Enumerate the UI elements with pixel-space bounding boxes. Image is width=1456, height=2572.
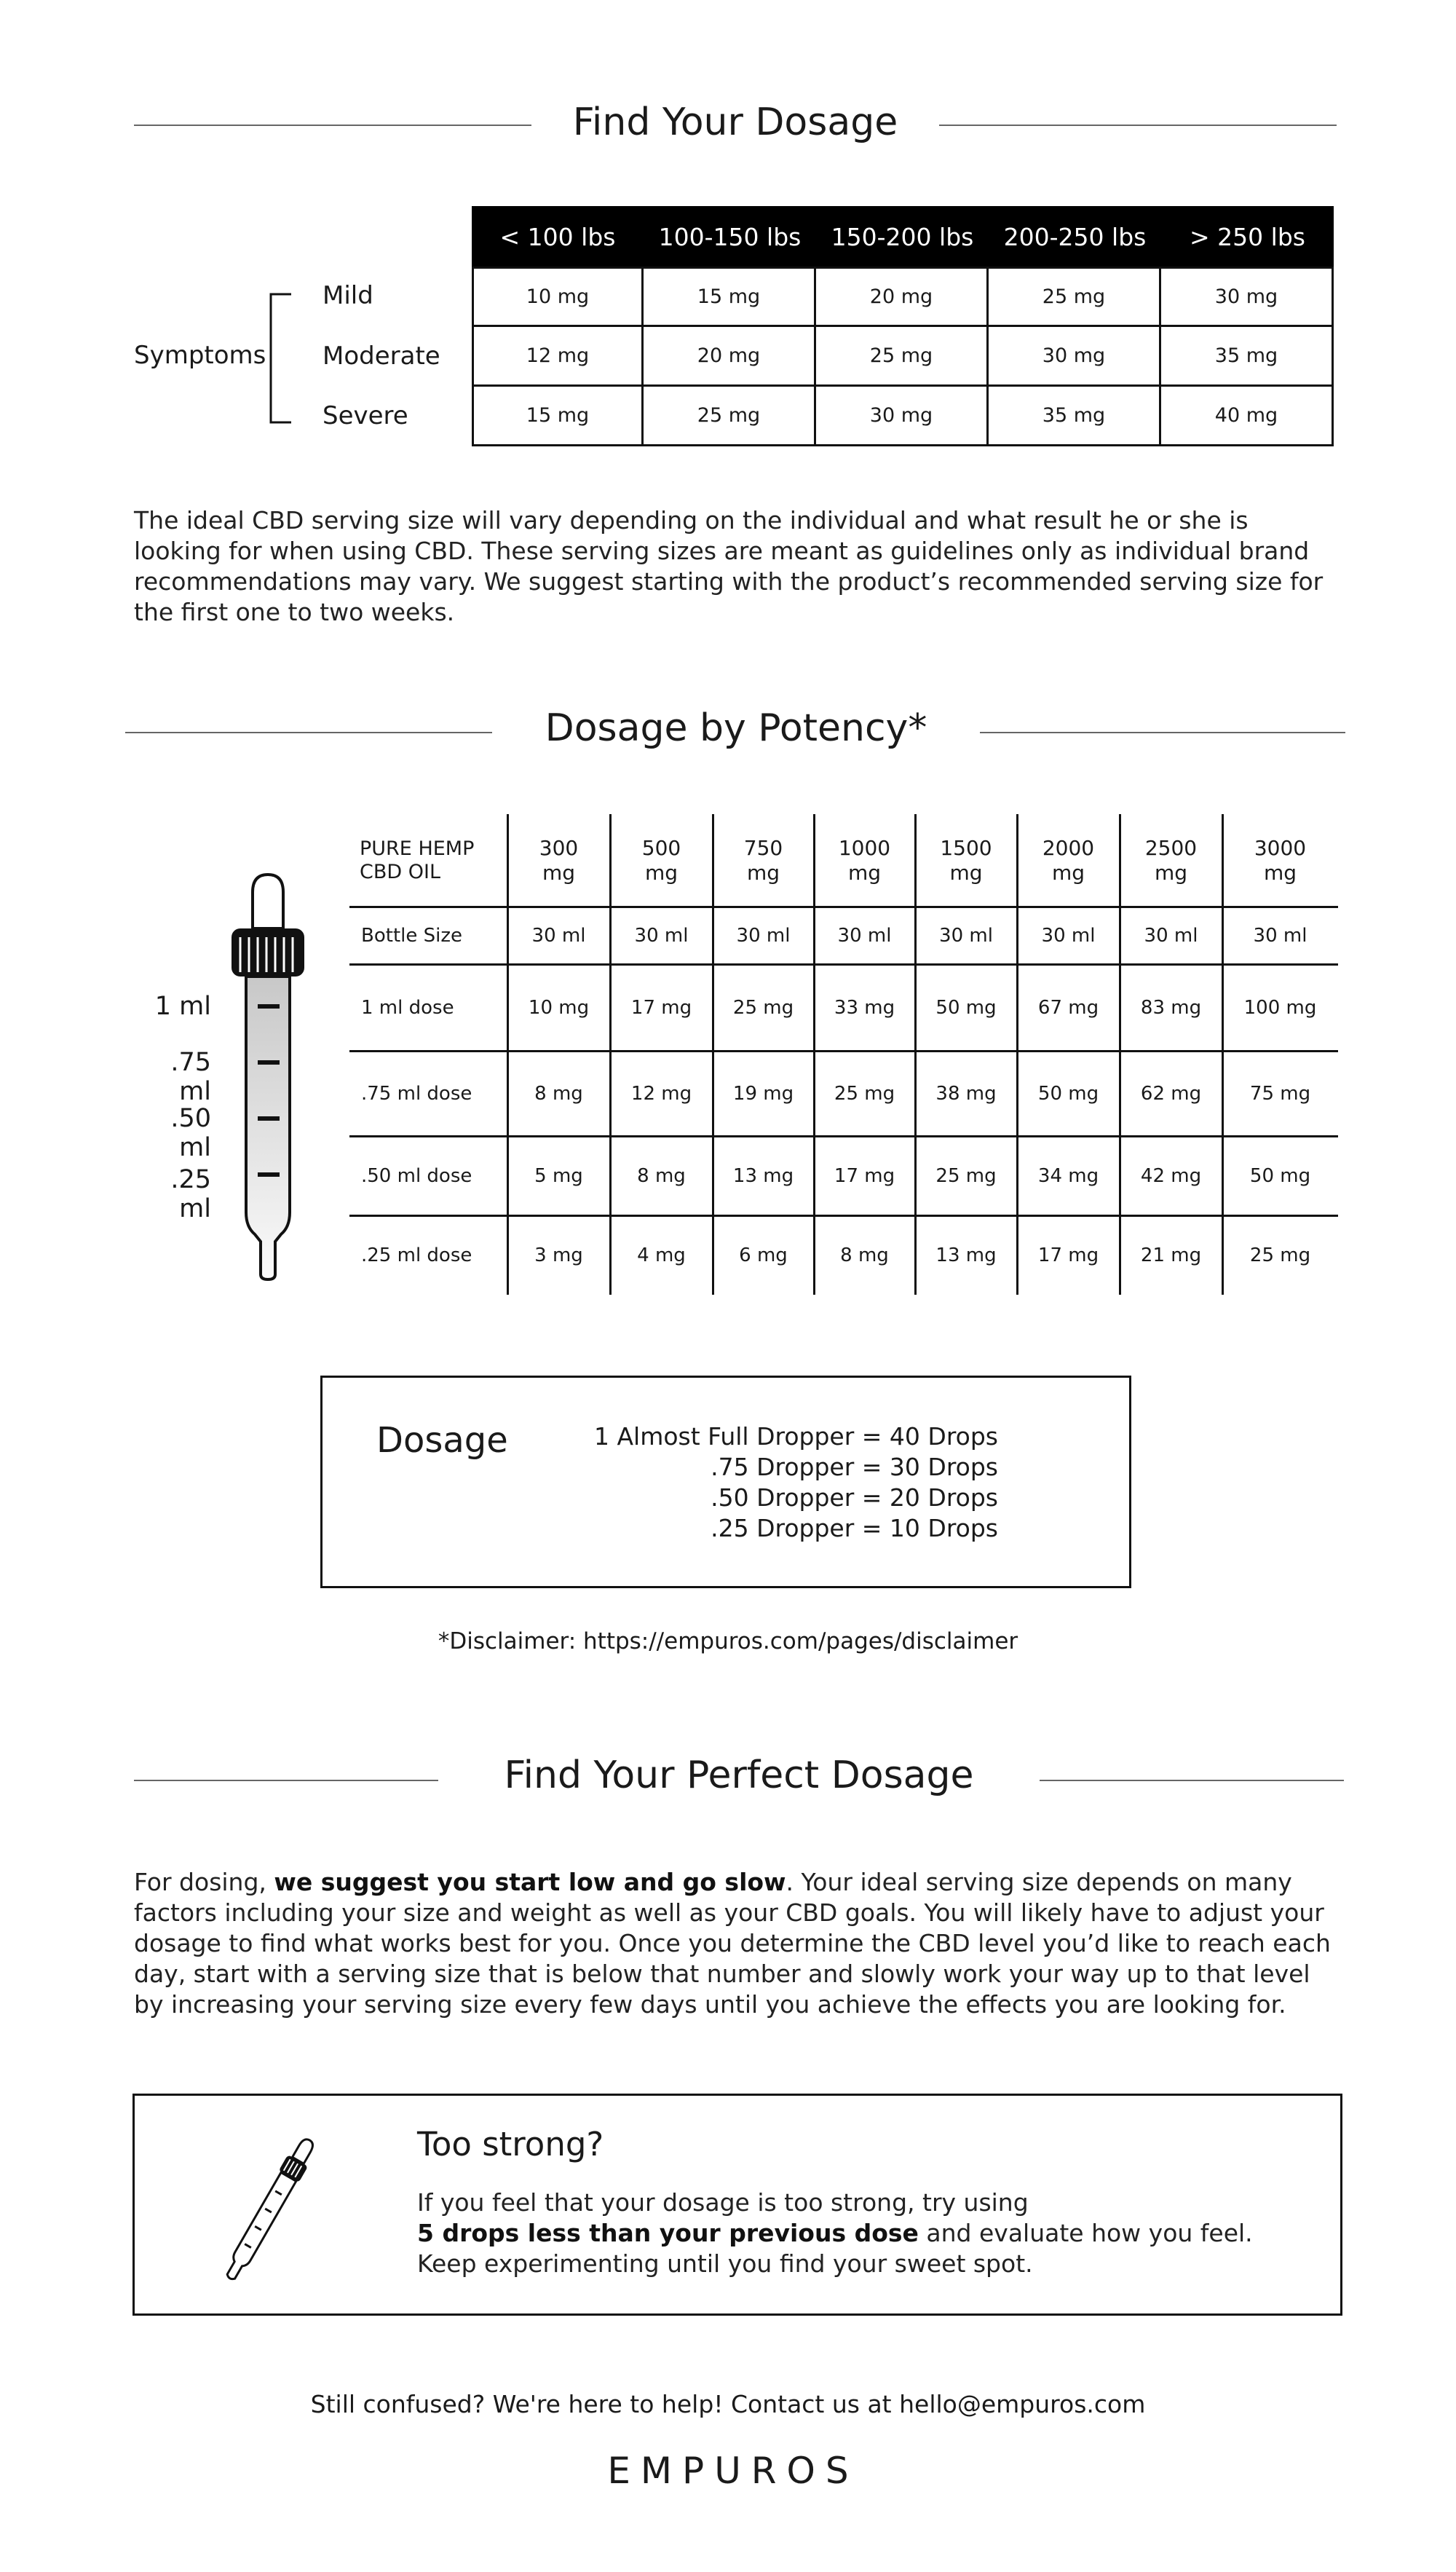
potency-cell: 13 mg <box>935 1244 997 1266</box>
dosage-line: 1 Almost Full Dropper = 40 Drops <box>593 1422 998 1451</box>
dosing-paragraph-emphasis: we suggest you start low and go slow <box>274 1868 786 1896</box>
potency-cell: 8 mg <box>534 1082 583 1105</box>
dropper-mark-label: 1 ml <box>154 992 211 1021</box>
section-title: Find Your Perfect Dosage <box>504 1754 974 1797</box>
potency-cell: 50 mg <box>935 996 997 1019</box>
divider-line <box>134 125 531 126</box>
too-strong-box <box>132 2094 1342 2316</box>
potency-cell: 67 mg <box>1037 996 1099 1019</box>
potency-cell: 25 mg <box>935 1164 997 1187</box>
potency-column-header: 2500 mg <box>1144 835 1198 885</box>
potency-column-header: 500 mg <box>641 835 681 885</box>
potency-cell: 25 mg <box>1249 1244 1311 1266</box>
potency-cell: 13 mg <box>732 1164 794 1187</box>
potency-cell: 62 mg <box>1140 1082 1202 1105</box>
potency-cell: 30 ml <box>736 924 791 947</box>
contact-line: Still confused? We're here to help! Contact us at hello@empuros.com <box>310 2390 1146 2418</box>
weight-column-header: 100-150 lbs <box>644 206 816 267</box>
potency-cell: 100 mg <box>1243 996 1317 1019</box>
dropper-illustration <box>218 870 320 1282</box>
dosage-line: .75 Dropper = 30 Drops <box>711 1453 998 1481</box>
divider-line <box>1040 1780 1344 1781</box>
weight-column-header: < 100 lbs <box>472 206 644 267</box>
potency-cell: 12 mg <box>630 1082 692 1105</box>
dosage-box <box>320 1376 1131 1588</box>
potency-cell: 30 ml <box>1253 924 1307 947</box>
potency-row-label: Bottle Size <box>361 924 462 947</box>
potency-column-header: 1000 mg <box>838 835 891 885</box>
too-strong-text <box>417 2188 1254 2279</box>
potency-cell: 50 mg <box>1249 1164 1311 1187</box>
brand-logo: EMPUROS <box>607 2450 859 2492</box>
potency-cell: 30 ml <box>1144 924 1198 947</box>
potency-cell: 19 mg <box>732 1082 794 1105</box>
dosage-cell: 25 mg <box>814 325 989 387</box>
potency-column-header: 3000 mg <box>1254 835 1307 885</box>
dosage-cell: 25 mg <box>641 384 816 446</box>
potency-row-label: .75 ml dose <box>361 1082 472 1105</box>
potency-column-header: 300 mg <box>539 835 579 885</box>
potency-cell: 83 mg <box>1140 996 1202 1019</box>
dosage-cell: 30 mg <box>1159 267 1334 327</box>
dropper-mark-label: .50 ml <box>170 1104 211 1162</box>
potency-cell: 33 mg <box>834 996 895 1019</box>
dosage-box-lines <box>594 1421 998 1544</box>
potency-column-header: 2000 mg <box>1042 835 1095 885</box>
potency-cell: 10 mg <box>528 996 590 1019</box>
dosage-box-title: Dosage <box>376 1420 508 1461</box>
potency-cell: 17 mg <box>834 1164 895 1187</box>
intro-paragraph: The ideal CBD serving size will vary depending on the individual and what result he or she is looking for when using CBD. These serving sizes are meant as guidelines only as individual brand recommendations may vary. We suggest starting with the product’s recommended serving size for the first one to two weeks. <box>134 506 1324 626</box>
potency-cell: 25 mg <box>834 1082 895 1105</box>
potency-cell: 42 mg <box>1140 1164 1202 1187</box>
weight-column-header: 150-200 lbs <box>816 206 989 267</box>
potency-cell: 8 mg <box>840 1244 889 1266</box>
symptoms-bracket <box>262 290 298 428</box>
too-strong-line: If you feel that your dosage is too strong, try using <box>417 2188 1029 2217</box>
potency-cell: 30 ml <box>1041 924 1096 947</box>
symptoms-label: Symptoms <box>134 341 266 370</box>
too-strong-emphasis: 5 drops less than your previous dose <box>417 2219 919 2247</box>
potency-cell: 5 mg <box>534 1164 583 1187</box>
dosing-paragraph <box>134 1867 1342 2020</box>
potency-cell: 75 mg <box>1249 1082 1311 1105</box>
dosage-cell: 20 mg <box>641 325 816 387</box>
divider-line <box>125 732 492 733</box>
potency-row-label: .50 ml dose <box>361 1164 472 1187</box>
potency-cell: 3 mg <box>534 1244 583 1266</box>
symptom-row-label: Mild <box>323 281 373 310</box>
dosing-paragraph-prefix: For dosing, <box>134 1868 274 1896</box>
potency-cell: 8 mg <box>637 1164 686 1187</box>
potency-cell: 34 mg <box>1037 1164 1099 1187</box>
dosing-paragraph-body: . Your ideal serving size depends on many factors including your size and weight as well as your CBD goals. You will likely have to adjust your dosage to find what works best for you. Once you determine the CBD level you’d like to reach each day, start with a serving size that is below that number and slowly work your way up to that level by increasing your serving size every few days until you achieve the effects you are looking for. <box>134 1868 1331 2019</box>
potency-cell: 6 mg <box>739 1244 788 1266</box>
dosage-cell: 30 mg <box>814 384 989 446</box>
dosage-cell: 35 mg <box>986 384 1161 446</box>
dosage-cell: 30 mg <box>986 325 1161 387</box>
potency-cell: 4 mg <box>637 1244 686 1266</box>
dosage-line: .25 Dropper = 10 Drops <box>711 1514 998 1542</box>
dosage-cell: 15 mg <box>472 384 644 446</box>
dosage-cell: 35 mg <box>1159 325 1334 387</box>
dosage-cell: 10 mg <box>472 267 644 327</box>
potency-cell: 25 mg <box>732 996 794 1019</box>
symptom-row-label: Moderate <box>323 342 440 371</box>
potency-cell: 30 ml <box>531 924 586 947</box>
dosage-cell: 15 mg <box>641 267 816 327</box>
product-label: PURE HEMP CBD OIL <box>360 837 475 883</box>
divider-line <box>939 125 1337 126</box>
divider-line <box>980 732 1345 733</box>
potency-cell: 50 mg <box>1037 1082 1099 1105</box>
section-title: Dosage by Potency* <box>545 706 927 750</box>
dropper-mark-label: .75 ml <box>170 1048 211 1106</box>
tilted-dropper-icon <box>215 2125 324 2292</box>
dropper-mark-label: .25 ml <box>170 1165 211 1223</box>
weight-column-header: > 250 lbs <box>1161 206 1334 267</box>
potency-row-label: 1 ml dose <box>361 996 454 1019</box>
potency-cell: 30 ml <box>837 924 892 947</box>
potency-cell: 21 mg <box>1140 1244 1202 1266</box>
potency-cell: 30 ml <box>939 924 993 947</box>
too-strong-rest: and evaluate how you feel. Keep experimenting until you find your sweet spot. <box>417 2219 1253 2278</box>
potency-column-header: 1500 mg <box>940 835 992 885</box>
potency-cell: 17 mg <box>1037 1244 1099 1266</box>
potency-cell: 17 mg <box>630 996 692 1019</box>
potency-column-header: 750 mg <box>743 835 783 885</box>
section-title: Find Your Dosage <box>572 100 898 144</box>
weight-column-header: 200-250 lbs <box>989 206 1161 267</box>
dosage-cell: 12 mg <box>472 325 644 387</box>
potency-row-label: .25 ml dose <box>361 1244 472 1266</box>
divider-line <box>134 1780 438 1781</box>
dosage-cell: 20 mg <box>814 267 989 327</box>
dosage-cell: 40 mg <box>1159 384 1334 446</box>
potency-cell: 30 ml <box>634 924 689 947</box>
disclaimer-link[interactable]: *Disclaimer: https://empuros.com/pages/disclaimer <box>438 1628 1018 1654</box>
too-strong-title: Too strong? <box>417 2125 604 2163</box>
potency-cell: 38 mg <box>935 1082 997 1105</box>
dosage-line: .50 Dropper = 20 Drops <box>711 1483 998 1512</box>
dosage-cell: 25 mg <box>986 267 1161 327</box>
symptom-row-label: Severe <box>323 401 408 430</box>
